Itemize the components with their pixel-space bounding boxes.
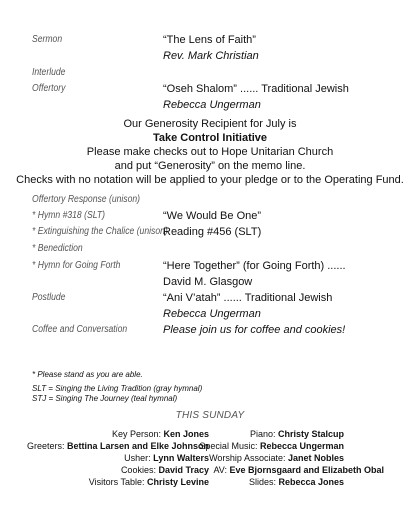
volunteer-right-3: [213, 465, 384, 475]
order-row-postlude: [32, 292, 412, 308]
volunteer-name: Eve Bjornsgaard and Elizabeth Obal: [229, 465, 384, 475]
order-label: * Benediction: [32, 243, 83, 254]
note-stj: STJ = Singing The Journey (teal hymnal): [32, 394, 178, 403]
order-value: “Oseh Shalom” ...... Traditional Jewish: [163, 83, 349, 95]
volunteer-right-1: [199, 441, 344, 451]
volunteer-role: Visitors Table:: [88, 477, 147, 487]
order-value: “Here Together” (for Going Forth) ......: [163, 260, 346, 272]
volunteer-role: Slides:: [248, 477, 279, 487]
volunteer-left-1: [27, 441, 209, 451]
volunteer-role: Special Music:: [199, 441, 260, 451]
volunteer-name: Ken Jones: [163, 429, 209, 439]
volunteer-left-4: [89, 477, 209, 487]
volunteer-role: Worship Associate:: [209, 453, 288, 463]
order-label: Coffee and Conversation: [32, 324, 128, 335]
order-row-hymn-318: [32, 210, 412, 226]
volunteer-name: Rebecca Jones: [278, 477, 344, 487]
volunteer-role: Cookies:: [120, 465, 159, 475]
volunteer-name: Rebecca Ungerman: [259, 441, 344, 451]
order-label: Postlude: [32, 292, 66, 303]
order-row-benediction: [32, 243, 412, 259]
order-row-sermon: [32, 34, 412, 50]
generosity-line-1: Our Generosity Recipient for July is: [123, 118, 297, 130]
order-label: * Hymn for Going Forth: [32, 260, 121, 271]
order-value: “The Lens of Faith”: [163, 34, 256, 46]
volunteer-left-0: [112, 429, 209, 439]
note-slt: SLT = Singing the Living Tradition (gray hymnal): [32, 384, 203, 393]
note-stand: * Please stand as you are able.: [32, 370, 143, 379]
generosity-line-5: Checks with no notation will be applied to your pledge or to the Operating Fund.: [16, 174, 404, 186]
volunteer-role: Greeters:: [26, 441, 67, 451]
order-row-sermon-sub: [32, 50, 412, 66]
order-value: Reading #456 (SLT): [163, 226, 262, 238]
order-sub: David M. Glasgow: [163, 276, 253, 288]
volunteer-left-3: [121, 465, 209, 475]
order-label: * Extinguishing the Chalice (unison): [32, 226, 168, 237]
generosity-line-3: Please make checks out to Hope Unitarian Church: [86, 146, 334, 158]
volunteer-name: Janet Nobles: [287, 453, 344, 463]
volunteer-name: Christy Stalcup: [277, 429, 344, 439]
order-row-coffee: [32, 324, 412, 340]
order-row-offertory-response: [32, 194, 412, 210]
order-sub: Rev. Mark Christian: [163, 50, 259, 62]
generosity-recipient: Take Control Initiative: [152, 132, 268, 144]
order-value: Please join us for coffee and cookies!: [163, 324, 346, 336]
volunteer-right-0: [250, 429, 344, 439]
generosity-line-4: and put “Generosity” on the memo line.: [114, 160, 306, 172]
order-label: * Hymn #318 (SLT): [32, 210, 105, 221]
order-row-hymn-going-forth: [32, 260, 412, 276]
order-value: “We Would Be One”: [163, 210, 262, 222]
order-sub: Rebecca Ungerman: [163, 99, 261, 111]
volunteer-name: Bettina Larsen and Elke Johnson: [66, 441, 209, 451]
order-row-hymn-going-forth-sub: [32, 276, 412, 292]
volunteer-right-2: [209, 453, 344, 463]
this-sunday-heading: THIS SUNDAY: [175, 410, 245, 421]
order-row-offertory-sub: [32, 99, 412, 115]
order-label: Interlude: [32, 67, 66, 78]
order-value: “Ani V’atah” ...... Traditional Jewish: [163, 292, 333, 304]
order-label: Sermon: [32, 34, 63, 45]
volunteer-right-4: [249, 477, 344, 487]
order-row-postlude-sub: [32, 308, 412, 324]
order-sub: Rebecca Ungerman: [163, 308, 261, 320]
volunteer-role: Piano:: [249, 429, 278, 439]
volunteer-name: Christy Levine: [146, 477, 209, 487]
volunteer-name: Lynn Walters: [153, 453, 209, 463]
order-row-interlude: [32, 67, 412, 83]
order-label: Offertory Response (unison): [32, 194, 141, 205]
order-label: Offertory: [32, 83, 66, 94]
volunteer-name: David Tracy: [158, 465, 209, 475]
volunteer-left-2: [124, 453, 209, 463]
volunteer-role: Key Person:: [111, 429, 164, 439]
order-row-offertory: [32, 83, 412, 99]
order-row-chalice: [32, 226, 412, 242]
volunteer-role: Usher:: [124, 453, 154, 463]
volunteer-role: AV:: [213, 465, 230, 475]
